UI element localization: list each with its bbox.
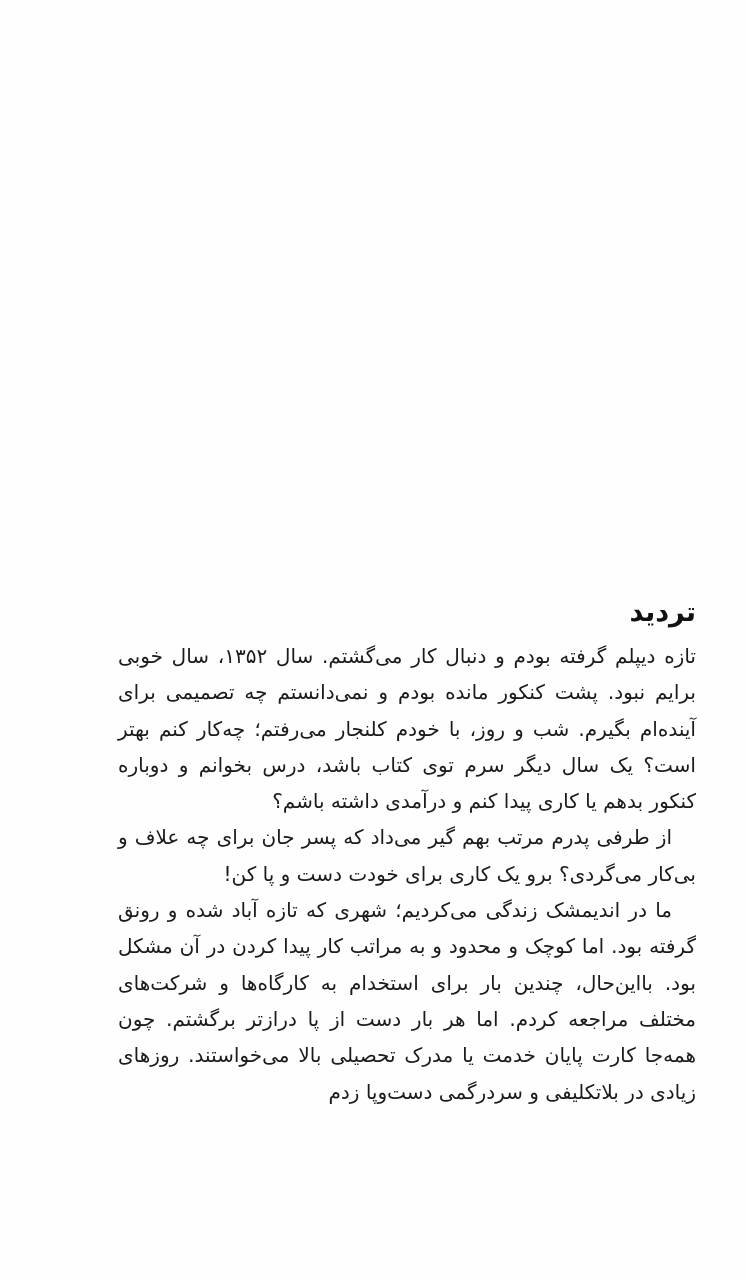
chapter-section — [118, 588, 696, 1110]
paragraph-2: از طرفی پدرم مرتب بهم گیر می‌داد که پسر جان برای چه علاف و بی‌کار می‌گردی؟ برو یک کاری برای خودت دست و پا کن! — [118, 825, 696, 886]
paragraph-1: تازه دیپلم گرفته بودم و دنبال کار می‌گشتم. سال ۱۳۵۲، سال خوبی برایم نبود. پشت کنکور مانده بودم و نمی‌دانستم چه تصمیمی برای آینده‌ام بگیرم. شب و روز، با خودم کلنجار می‌رفتم؛ چه‌کار کنم بهتر است؟ یک سال دیگر سرم توی کتاب باشد، درس بخوانم و دوباره کنکور بدهم یا کاری پیدا کنم و درآمدی داشته باشم؟ — [118, 644, 696, 814]
paragraph-3: ما در اندیمشک زندگی می‌کردیم؛ شهری که تازه آباد شده و رونق گرفته بود. اما کوچک و محدود و به مراتب کار پیدا کردن در آن مشکل بود. بااین‌حال، چندین بار برای استخدام به کارگاه‌ها و شرکت‌های مختلف مراجعه کردم. اما هر بار دست از پا درازتر برگشتم. چون همه‌جا کارت پایان خدمت یا مدرک تحصیلی بالا می‌خواستند. روزهای زیادی در بلاتکلیفی و سردرگمی دست‌وپا زدم — [118, 898, 696, 1104]
chapter-title: تردید — [629, 597, 696, 628]
